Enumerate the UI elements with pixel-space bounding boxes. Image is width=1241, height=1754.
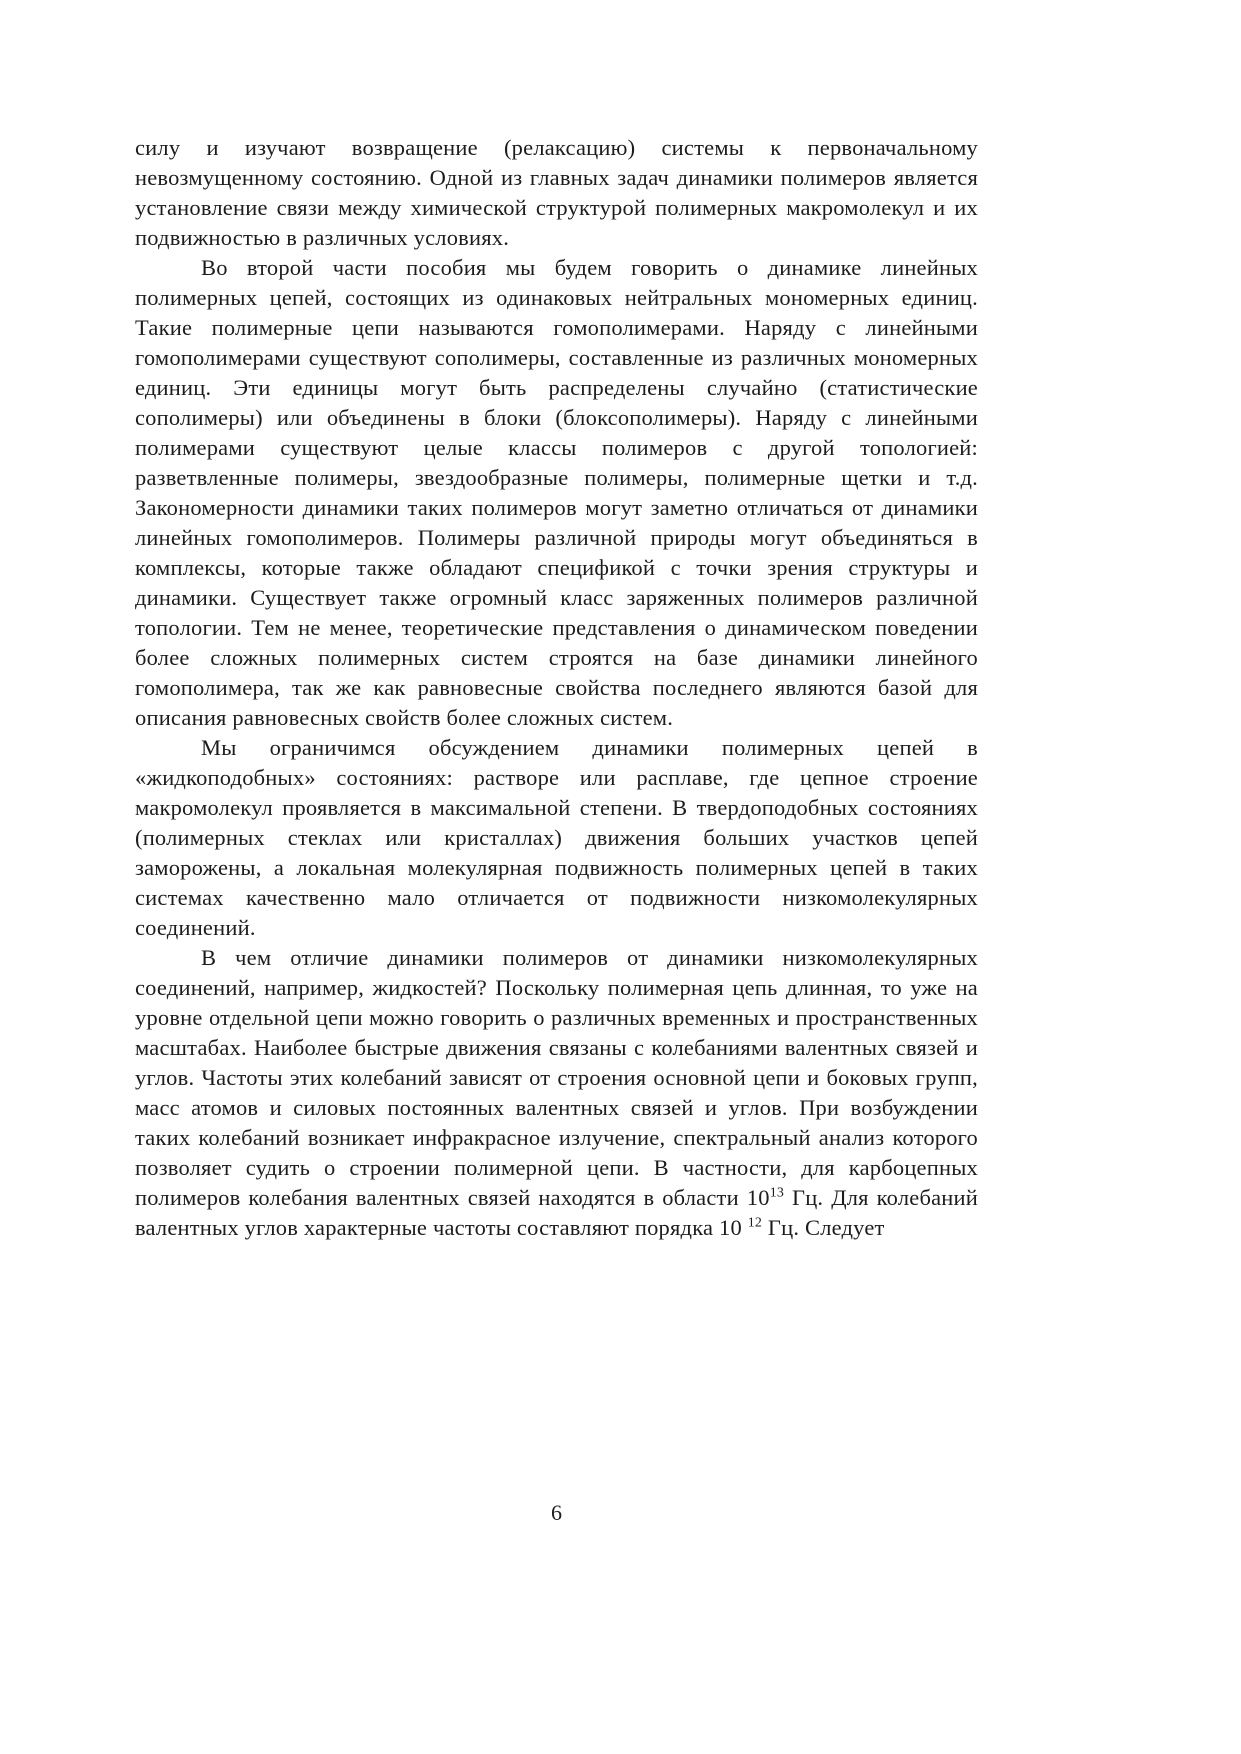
paragraph: Во второй части пособия мы будем говорить о динамике линейных полимерных цепей, состоящих из одинаковых нейтральных мономерных единиц. Такие полимерные цепи называются гомополимерами. Наряду с линейными гомополимерами существуют сополимеры, составленные из различных мономерных единиц. Эти единицы могут быть распределены случайно (статистические сополимеры) или объединены в блоки (блоксополимеры). Наряду с линейными полимерами существуют целые классы полимеров с другой топологией: разветвленные полимеры, звездообразные полимеры, полимерные щетки и т.д. Закономерности динамики таких полимеров могут заметно отличаться от динамики линейных гомополимеров. Полимеры различной природы могут объединяться в комплексы, которые также обладают спецификой с точки зрения структуры и динамики. Существует также огромный класс заряженных полимеров различной топологии. Тем не менее, теоретические представления о динамическом поведении более сложных полимерных систем строятся на базе динамики линейного гомополимера, так же как равновесные свойства последнего являются базой для описания равновесных свойств более сложных систем.: [135, 255, 978, 730]
page-number: 6: [551, 1500, 562, 1525]
text-content: [135, 133, 978, 1243]
paragraph: В чем отличие динамики полимеров от динамики низкомолекулярных соединений, например, жидкостей? Поскольку полимерная цепь длинная, то уже на уровне отдельной цепи можно говорить о различных временных и пространственных масштабах. Наиболее быстрые движения связаны с колебаниями валентных связей и углов. Частоты этих колебаний зависят от строения основной цепи и боковых групп, масс атомов и силовых постоянных валентных связей и углов. При возбуждении таких колебаний возникает инфракрасное излучение, спектральный анализ которого позволяет судить о строении полимерной цепи. В частности, для карбоцепных полимеров колебания валентных связей находятся в области $10^{13}$ Гц. Для колебаний валентных углов характерные частоты составляют порядка 10 $^{12}$ Гц. Следует: [135, 945, 978, 1240]
paragraph: силу и изучают возвращение (релаксацию) системы к первоначальному невозмущенному состоянию. Одной из главных задач динамики полимеров является установление связи между химической структурой полимерных макромолекул и их подвижностью в различных условиях.: [135, 135, 978, 250]
superscript: 12: [747, 1215, 763, 1231]
paragraph: Мы ограничимся обсуждением динамики полимерных цепей в «жидкоподобных» состояниях: растворе или расплаве, где цепное строение макромолекул проявляется в максимальной степени. В твердоподобных состояниях (полимерных стеклах или кристаллах) движения больших участков цепей заморожены, а локальная молекулярная подвижность полимерных цепей в таких системах качественно мало отличается от подвижности низкомолекулярных соединений.: [135, 735, 978, 940]
superscript: 13: [769, 1185, 785, 1201]
